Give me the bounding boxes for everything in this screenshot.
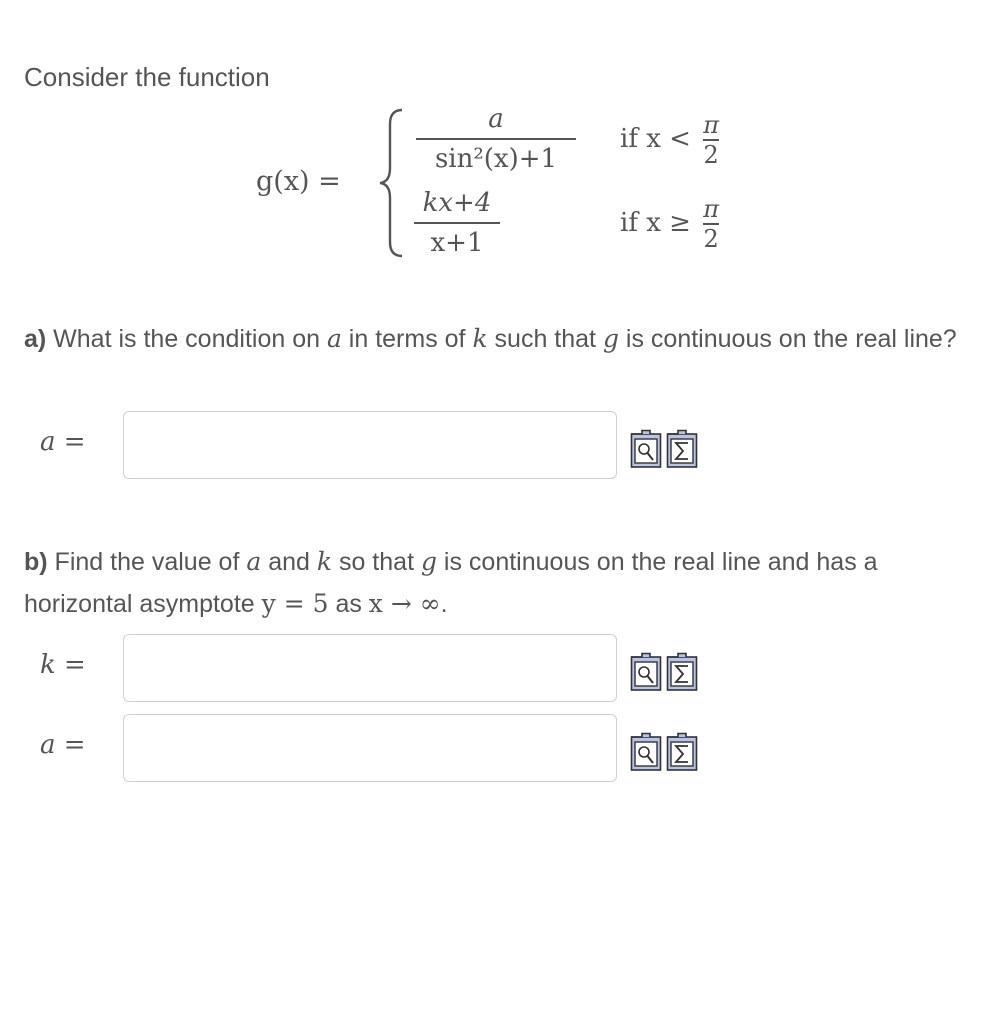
piece1-cond-den: 2	[703, 141, 719, 169]
part-b-limit: x → ∞	[368, 589, 441, 618]
part-b-text-6: .	[440, 590, 448, 618]
part-a-var-3: g	[602, 324, 619, 353]
piece2-numerator: kx+4	[422, 188, 492, 218]
part-b-text-4: is continuous on the real line and has a horizontal asymptote	[24, 548, 878, 618]
part-b-text-1: Find the value of	[47, 548, 247, 576]
piece1-denominator: sin²(x)+1	[434, 144, 558, 174]
part-a-var-1: a	[326, 324, 342, 353]
function-name: g(x) =	[256, 166, 341, 197]
answer-row-k	[0, 634, 988, 704]
piece1-condition-value	[703, 112, 719, 168]
piece1-numerator: a	[488, 104, 504, 134]
preview-icon[interactable]	[630, 732, 662, 772]
answer-a2-label: a =	[40, 730, 86, 760]
equation-editor-icon[interactable]	[666, 732, 698, 772]
piece2-condition	[620, 196, 719, 252]
part-b-var-1: a	[246, 547, 262, 576]
intro-text: Consider the function	[24, 62, 270, 92]
piece2-cond-num: π	[703, 195, 719, 223]
piece2-condition-value	[703, 196, 719, 252]
piece1-cond-num: π	[703, 111, 719, 139]
equation-editor-icon[interactable]	[666, 652, 698, 692]
part-b-var-3: g	[420, 547, 437, 576]
preview-icon[interactable]	[630, 652, 662, 692]
part-a-text-1: What is the condition on	[46, 325, 327, 353]
part-a-var-2: k	[472, 324, 488, 353]
part-b-text-3: so that	[332, 548, 421, 576]
answer-a2-input[interactable]	[123, 714, 617, 782]
piece2-fraction	[414, 186, 500, 260]
equation-editor-icon[interactable]	[666, 429, 698, 469]
part-b-asymptote-eq: y = 5	[261, 589, 329, 618]
answer-k-label: k =	[40, 650, 86, 680]
answer-a-label: a =	[40, 427, 86, 457]
answer-k-input[interactable]	[123, 634, 617, 702]
part-b-var-2: k	[316, 547, 333, 576]
part-b-text-5: as	[328, 590, 369, 618]
piece2-condition-text: if x ≥	[620, 208, 691, 238]
part-a-text-4: is continuous on the real line?	[618, 325, 957, 353]
piece1-fraction	[416, 102, 576, 176]
answer-a-input[interactable]	[123, 411, 617, 479]
part-a-text-3: such that	[487, 325, 603, 353]
piece1-condition	[620, 112, 719, 168]
piecewise-function	[256, 102, 756, 264]
left-brace	[378, 108, 404, 258]
part-b-question	[24, 541, 984, 625]
answer-row-a-part-b	[0, 714, 988, 784]
piece1-condition-text: if x <	[620, 124, 691, 154]
part-b-label: b)	[24, 548, 48, 576]
answer-row-a	[0, 411, 988, 481]
part-b-text-2: and	[261, 548, 317, 576]
preview-icon[interactable]	[630, 429, 662, 469]
piece2-cond-den: 2	[703, 225, 719, 253]
piece2-denominator: x+1	[430, 228, 484, 258]
part-a-question	[24, 318, 984, 360]
part-a-label: a)	[24, 325, 47, 353]
part-a-text-2: in terms of	[341, 325, 473, 353]
